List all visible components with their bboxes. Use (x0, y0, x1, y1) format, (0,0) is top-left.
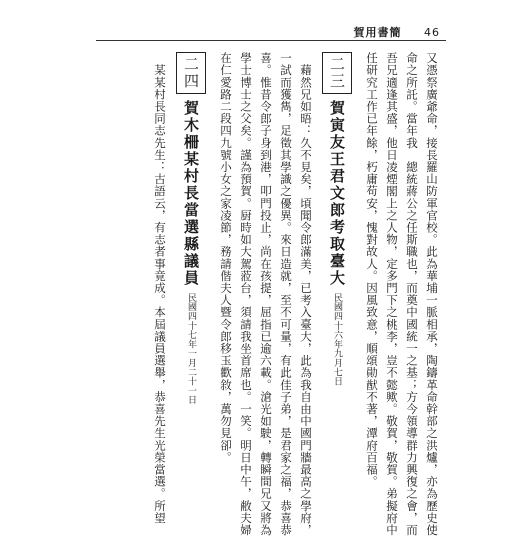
page-number: 46 (424, 26, 440, 39)
body-line: 學士博士之父矣。謹為預賀。厨時如大駕蒞台，須請我坐首席也。一笑。明日中午，敝夫婦 (239, 52, 253, 536)
header-rule (96, 40, 446, 41)
body-line: 命之所託。當年我 總統蔣公之任斯職也，而奠中國統一之基；方今領導群力興復之會，而 (405, 52, 419, 536)
body-line: 又憑祭廣爺命，接長羅山防軍官校。此為華埔一脈相承，陶鑄革命幹部之洪爐，亦為歷史使 (425, 52, 439, 536)
body-line: 任研究工作已年餘，朽庸苟安，愧對故人。因風致意，順頌勛猷不著，潭府百福。 (365, 52, 379, 488)
running-title: 賀用書簡 (353, 26, 402, 39)
section-heading (176, 52, 206, 472)
section-title: 賀寅友王君文郎考取臺大 (328, 100, 346, 287)
page-header (354, 24, 441, 40)
section-title: 賀木柵某村長當選縣議員 (182, 100, 200, 287)
section-date: 民國四十六年九月七日 (332, 293, 342, 386)
body-line: 喜。惟昔令郎子身到港，叩門投止，尚在孩提，屈指已逾六載。滄光如駛，轉瞬間兄又將為 (259, 52, 273, 536)
section-number: 二四 (176, 52, 206, 94)
section-heading (322, 52, 352, 472)
body-line: 某某村長同志先生：古語云，有志者事竟成。本屆議員選舉，恭喜先生光榮當選。所望 (153, 52, 167, 524)
body-line: 藉然兄如晤：久不見矣，頃聞令郎滿美，已考入臺大，此為我自由中國門牆最高之學府， (299, 52, 313, 536)
section-date: 民國四十七年一月二十一日 (186, 293, 196, 405)
body-line: 一試而獲雋，足徵其學識之優異。來日造就，至不可量，有此佳子弟，是君家之福，恭喜恭 (279, 52, 293, 536)
body-line: 吾兄適逢其盛，他日凌煙閣上之人物，定多門下之桃李，豈不懿歟。敬賀，敬賀。弟擬府中 (385, 52, 399, 536)
body-line: 在仁愛路二段四九號小女之家凌節，務請偕夫人暨令郎移玉歡敘，萬勿見卻。 (219, 52, 233, 464)
vertical-text-body (150, 52, 442, 536)
section-number: 二三 (322, 52, 352, 94)
